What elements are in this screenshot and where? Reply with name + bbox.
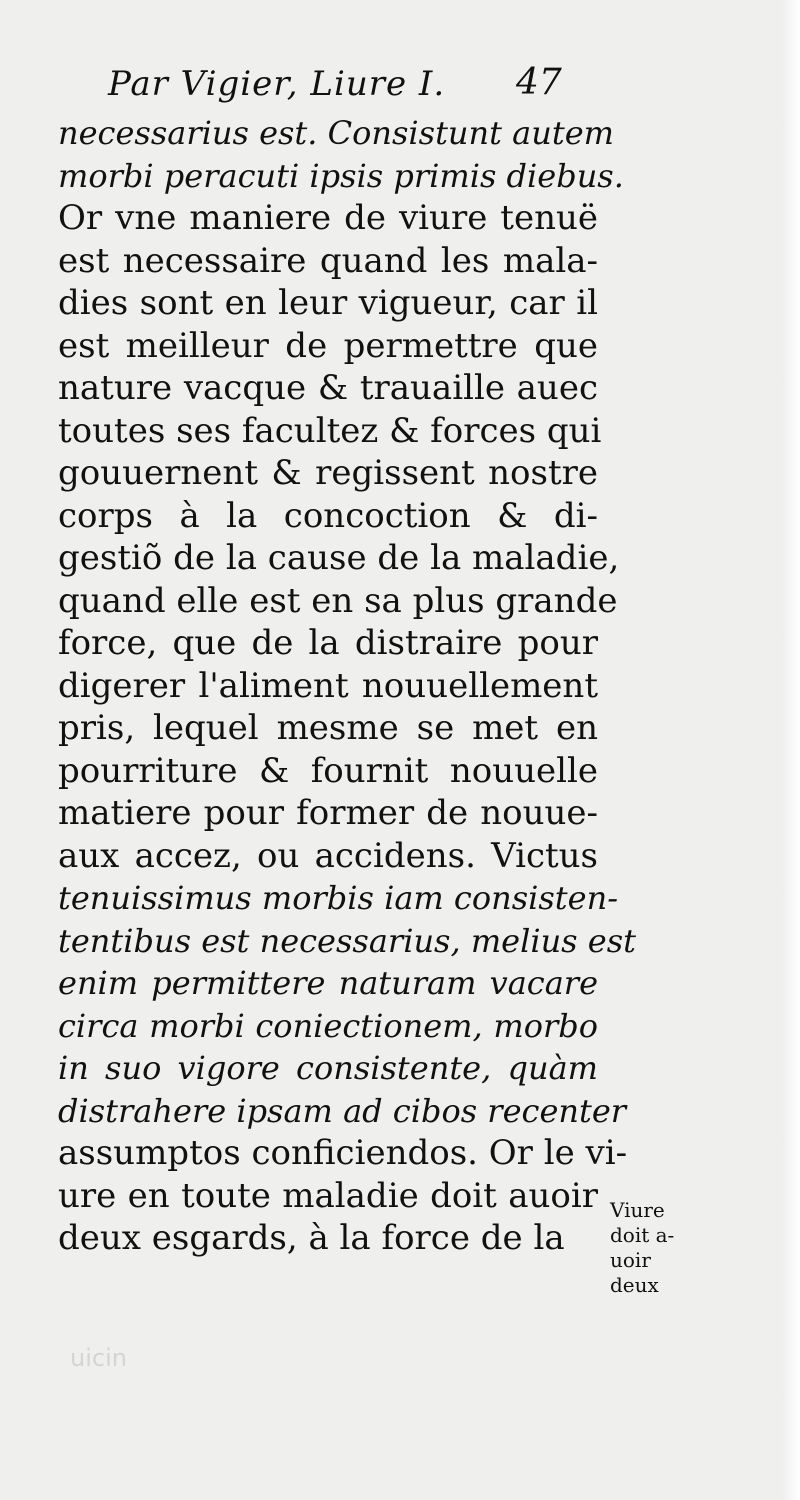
text-line: matiere pour former de nouue- bbox=[58, 793, 598, 833]
text-line: enim permittere naturam vacare bbox=[58, 964, 598, 1002]
text-line: deux esgards, à la force de la bbox=[58, 1218, 565, 1258]
text-line: corps à la concoction & di- bbox=[58, 495, 598, 536]
text-line: assumptos conficiendos. Or le vi- bbox=[58, 1133, 628, 1173]
text-line: pris, lequel mesme se met en bbox=[58, 708, 598, 748]
margin-note-line: doit a- bbox=[610, 1223, 675, 1247]
text-line: Or vne maniere de viure tenuë bbox=[58, 198, 598, 238]
text-line: gouuernent & regissent nostre bbox=[58, 453, 598, 493]
text-line: ure en toute maladie doit auoir bbox=[58, 1175, 598, 1216]
text-line: tenuissimus morbis iam consisten- bbox=[58, 879, 619, 917]
text-line: morbi peracuti ipsis primis diebus. bbox=[58, 156, 624, 195]
margin-note bbox=[610, 1198, 700, 1298]
text-line: tentibus est necessarius, melius est bbox=[58, 921, 636, 960]
page-number: 47 bbox=[516, 62, 562, 103]
text-line: distrahere ipsam ad cibos recenter bbox=[58, 1091, 627, 1130]
margin-note-line: Viure bbox=[610, 1198, 665, 1222]
text-line: gestiõ de la cause de la maladie, bbox=[58, 538, 620, 578]
text-line: necessarius est. Consistunt autem bbox=[58, 114, 614, 152]
text-line: quand elle est en sa plus grande bbox=[58, 580, 618, 621]
text-line: circa morbi coniectionem, morbo bbox=[58, 1006, 598, 1045]
running-title: Par Vigier, Liure I. bbox=[108, 64, 446, 104]
text-line: est meilleur de permettre que bbox=[58, 325, 598, 366]
margin-note-line: uoir bbox=[610, 1248, 651, 1272]
text-line: nature vacque & trauaille auec bbox=[58, 368, 598, 408]
text-line: pourriture & fournit nouuelle bbox=[58, 750, 598, 791]
text-line: aux accez, ou accidens. Victus bbox=[58, 835, 598, 876]
text-line: toutes ses facultez & forces qui bbox=[58, 410, 602, 451]
text-line: dies sont en leur vigueur, car il bbox=[58, 283, 598, 323]
page-edge bbox=[782, 0, 800, 1500]
margin-note-line: deux bbox=[610, 1273, 659, 1297]
text-line: digerer l'aliment nouuellement bbox=[58, 665, 598, 706]
text-line: in suo vigore consistente, quàm bbox=[58, 1049, 598, 1087]
bleed-through-text: uicin bbox=[70, 1344, 127, 1372]
text-line: force, que de la distraire pour bbox=[58, 623, 598, 663]
text-block bbox=[58, 112, 636, 1260]
text-line: est necessaire quand les mala- bbox=[58, 240, 598, 281]
